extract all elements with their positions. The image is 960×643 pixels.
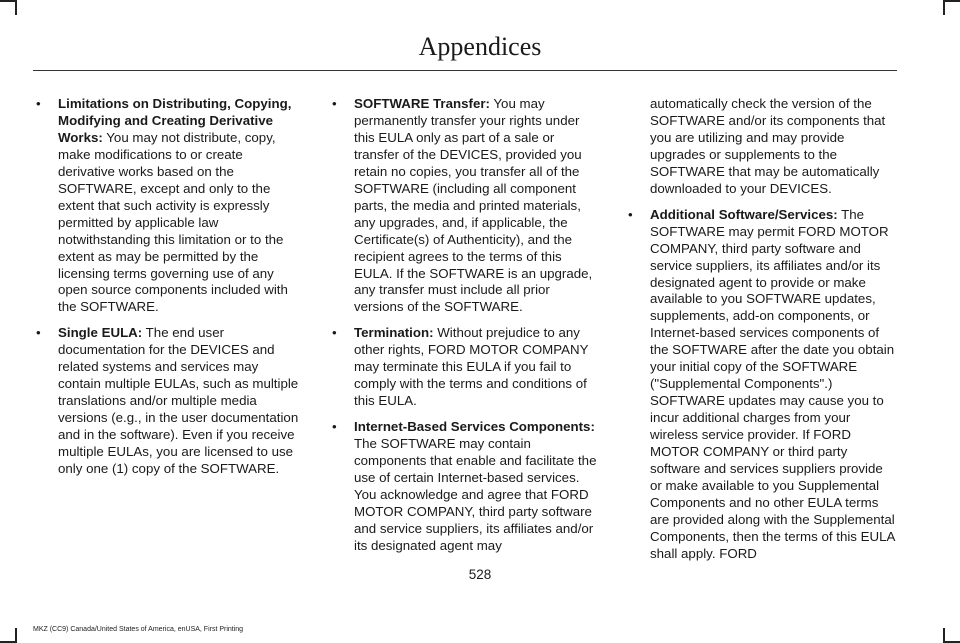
list-item: [329, 96, 603, 316]
page-number: 528: [468, 567, 492, 582]
item-label: Additional Software/Services:: [650, 206, 838, 222]
list-item: [329, 419, 603, 555]
item-label: SOFTWARE Transfer:: [354, 96, 490, 111]
item-text: The end user documentation for the DEVICES and related systems and services may contain multiple EULAs, such as multiple translations and/or multiple media versions (e.g., in the user documentation and in the software). Even if you receive multiple EULAs, you are licensed to use only one (1) copy of the SOFTWARE.: [58, 325, 299, 477]
item-label: Termination:: [354, 325, 434, 341]
header-divider: [33, 70, 897, 71]
bullet: •: [36, 325, 41, 341]
crop-mark: [945, 0, 960, 2]
list-item: [329, 325, 603, 410]
column-3: [625, 96, 897, 572]
list-item: [33, 96, 303, 316]
crop-mark: [943, 0, 945, 15]
item-label: Internet-Based Services Components:: [354, 419, 595, 435]
crop-mark: [943, 628, 945, 643]
continuation-text: automatically check the version of the SOFTWARE and/or its components that you are utilizing and may provide upgrades or supplements to the SOFTWARE that may be automatically downloaded to your DEVICES.: [650, 96, 886, 196]
bullet: •: [332, 325, 337, 341]
column-2: [329, 96, 603, 564]
item-text: You may permanently transfer your rights under this EULA only as part of a sale or transfer of the DEVICES, provided you retain no copies, you transfer all of the SOFTWARE (including all component parts, the media and printed materials, any upgrades, and, if applicable, the Certificate(s) of Authenticity), and the recipient agrees to the terms of this EULA. If the SOFTWARE is an upgrade, any transfer must include all prior versions of the SOFTWARE.: [354, 96, 593, 315]
item-label: Single EULA:: [58, 325, 143, 341]
item-label: Limitations on Distributing, Copying, Modifying and Creating Derivative Works:: [58, 96, 292, 145]
item-text: You may not distribute, copy, make modifications to or create derivative works based on the SOFTWARE, except and only to the extent that such activity is expressly permitted by applicable law notwithstanding this limitation or to the extent as may be permitted by the licensing terms governing use of any open source components included with the SOFTWARE.: [58, 129, 288, 315]
bullet: •: [628, 206, 633, 222]
item-text: Without prejudice to any other rights, FORD MOTOR COMPANY may terminate this EULA if you fail to comply with the terms and conditions of this EULA.: [354, 325, 589, 409]
list-item: [33, 325, 303, 478]
crop-mark: [15, 0, 17, 15]
bullet: •: [36, 96, 41, 111]
bullet: •: [332, 96, 337, 111]
bullet: •: [332, 419, 337, 435]
crop-mark: [15, 628, 17, 643]
footer-text: MKZ (CC9) Canada/United States of America, enUSA, First Printing: [33, 626, 244, 633]
list-item: [625, 207, 897, 563]
page-title: Appendices: [418, 32, 542, 61]
item-text: The SOFTWARE may permit FORD MOTOR COMPANY, third party software and service suppliers, its affiliates and/or its designated agent to provide or make available to you SOFTWARE updates, supplements, add-on components, or Internet-based services components of the SOFTWARE after the date you obtain your initial copy of the SOFTWARE ("Supplemental Components".) SOFTWARE updates may cause you to incur additional charges from your wireless service provider. If FORD MOTOR COMPANY or third party software and services suppliers provide or make available to you Supplemental Components and no other EULA terms are provided along with the Supplemental Components, then the terms of this EULA shall apply. FORD: [650, 206, 895, 561]
item-text: The SOFTWARE may contain components that enable and facilitate the use of certain Internet-based services. You acknowledge and agree that FORD MOTOR COMPANY, third party software and service suppliers, its affiliates and/or its designated agent may: [354, 436, 597, 553]
column-1: [33, 96, 303, 487]
crop-mark: [0, 0, 15, 2]
